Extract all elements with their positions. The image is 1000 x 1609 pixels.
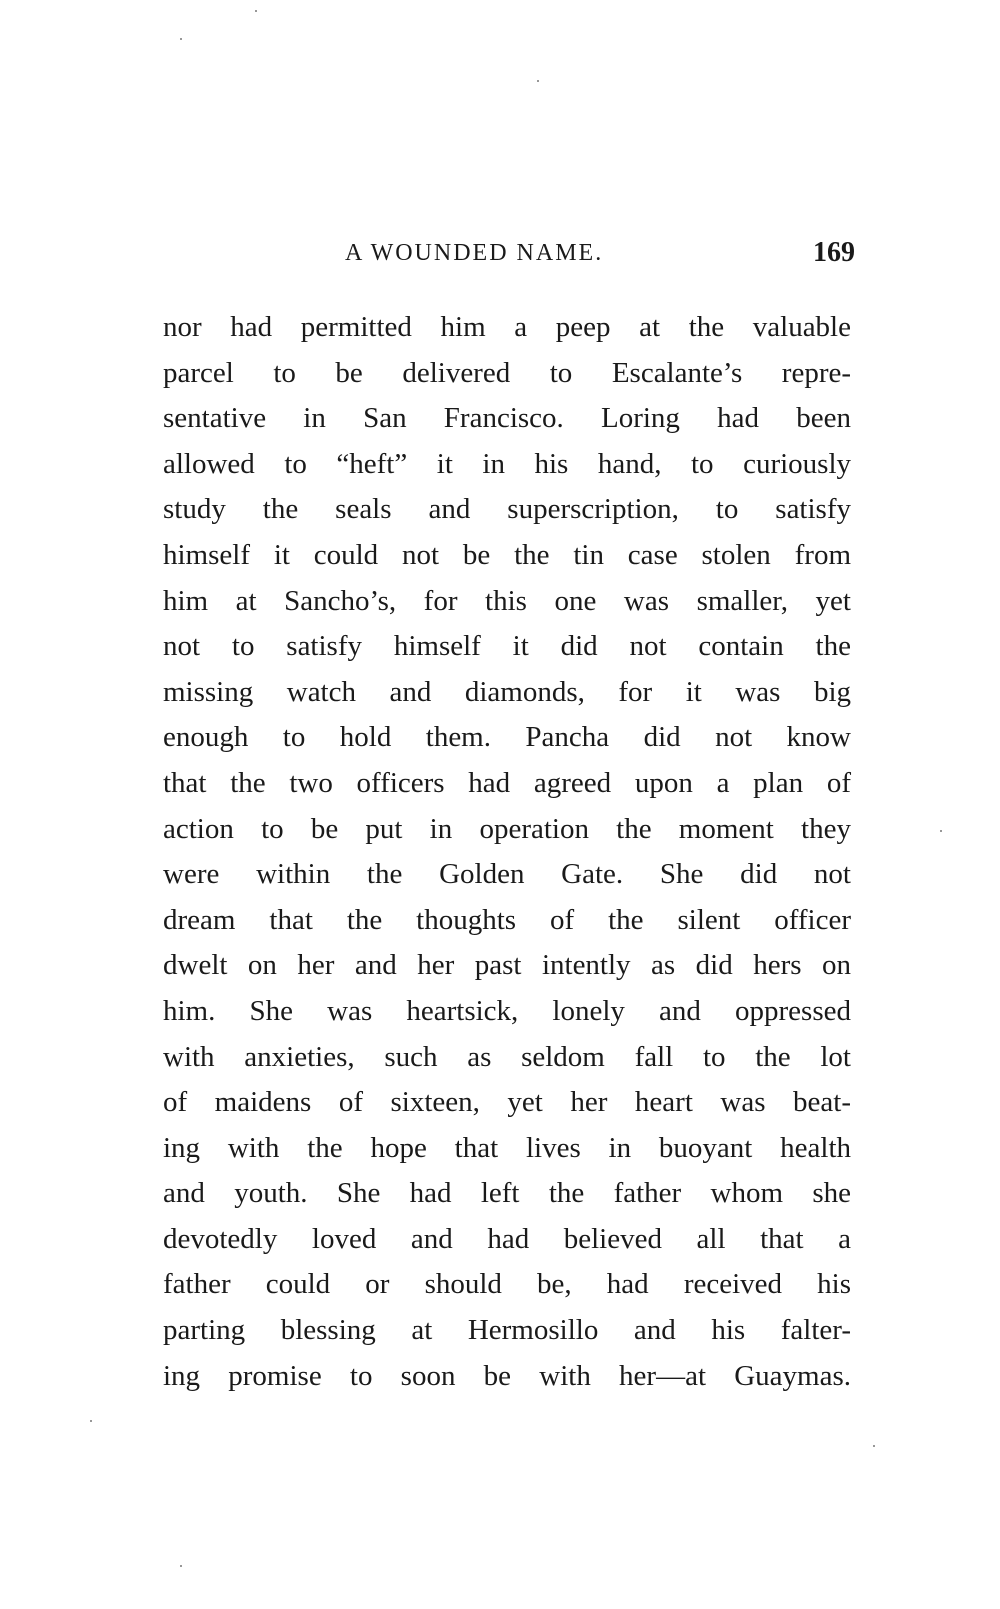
text-line: with anxieties, such as seldom fall to the lot — [163, 1040, 851, 1073]
text-line: dwelt on her and her past intently as did hers on — [163, 949, 851, 982]
paper-speck — [90, 1420, 92, 1422]
text-line: study the seals and superscription, to satisfy — [163, 493, 851, 526]
text-line: of maidens of sixteen, yet her heart was beat- — [163, 1086, 851, 1119]
text-line: dream that the thoughts of the silent officer — [163, 903, 851, 936]
paper-speck — [940, 830, 942, 832]
paper-speck — [873, 1445, 875, 1447]
text-line: enough to hold them. Pancha did not know — [163, 721, 851, 754]
text-line: him at Sancho’s, for this one was smaller, yet — [163, 584, 851, 617]
text-line: sentative in San Francisco. Loring had been — [163, 402, 851, 435]
text-line: father could or should be, had received his — [163, 1268, 851, 1301]
page-number: 169 — [813, 237, 855, 268]
paper-speck — [255, 10, 257, 12]
text-line: and youth. She had left the father whom she — [163, 1177, 851, 1210]
paper-speck — [180, 1565, 182, 1567]
text-line: nor had permitted him a peep at the valuable — [163, 311, 851, 343]
running-head — [345, 237, 855, 280]
text-line: himself it could not be the tin case stolen from — [163, 538, 851, 571]
text-line: him. She was heartsick, lonely and oppressed — [163, 994, 851, 1027]
text-line: ing with the hope that lives in buoyant health — [163, 1131, 851, 1164]
body-text — [163, 305, 851, 1399]
text-line: not to satisfy himself it did not contain the — [163, 630, 851, 663]
text-line: ing promise to soon be with her—at Guaymas. — [163, 1359, 851, 1392]
text-line: parcel to be delivered to Escalante’s repre- — [163, 356, 851, 389]
text-line: were within the Golden Gate. She did not — [163, 858, 851, 891]
text-line: devotedly loved and had believed all that a — [163, 1222, 851, 1255]
paper-speck — [537, 80, 539, 82]
text-line: action to be put in operation the moment they — [163, 812, 851, 845]
text-line: that the two officers had agreed upon a plan of — [163, 766, 851, 799]
running-title: A WOUNDED NAME. — [345, 240, 604, 266]
text-line: allowed to “heft” it in his hand, to curiously — [163, 447, 851, 480]
paper-speck — [180, 38, 182, 40]
text-line: missing watch and diamonds, for it was big — [163, 675, 851, 708]
text-line: parting blessing at Hermosillo and his falter- — [163, 1314, 851, 1347]
